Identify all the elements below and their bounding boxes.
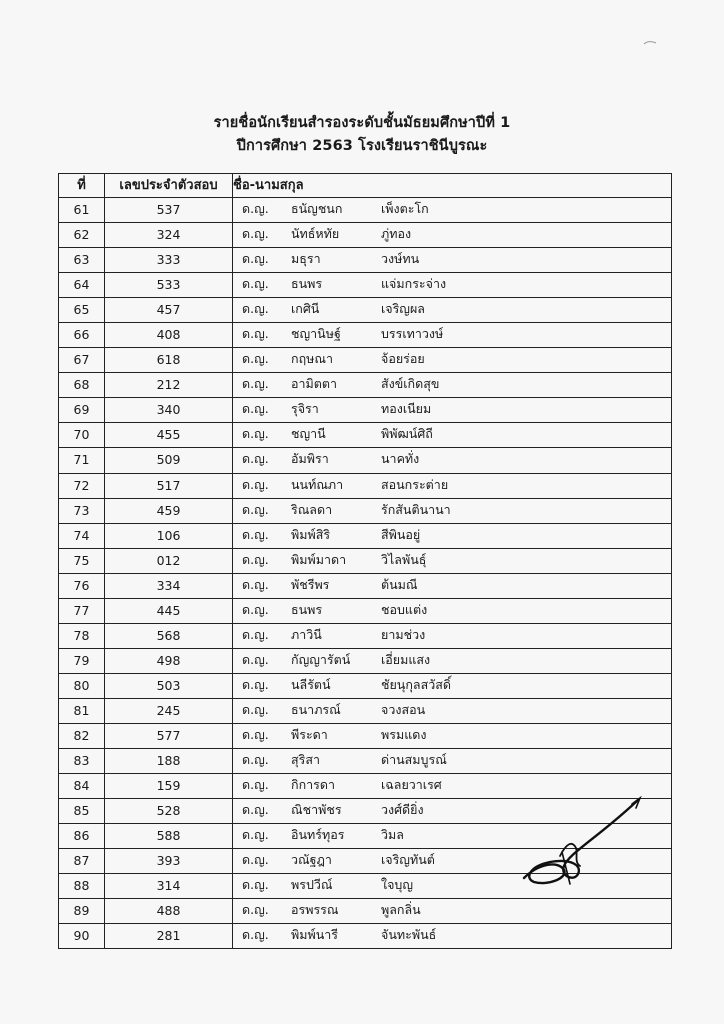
row-number: 66 bbox=[59, 323, 105, 348]
table-row bbox=[59, 423, 672, 448]
first-name: กิการดา bbox=[291, 777, 336, 793]
table-row bbox=[59, 223, 672, 248]
first-name: นัทธ์หทัย bbox=[291, 226, 340, 242]
first-name: อัมพิรา bbox=[291, 451, 329, 467]
handwritten-signature bbox=[520, 796, 680, 896]
exam-id: 408 bbox=[105, 323, 233, 348]
last-name: ยามช่วง bbox=[381, 626, 426, 642]
table-row bbox=[59, 498, 672, 523]
table-row bbox=[59, 548, 672, 573]
last-name: จันทะพันธ์ bbox=[381, 927, 437, 943]
row-number: 69 bbox=[59, 398, 105, 423]
row-number: 61 bbox=[59, 198, 105, 223]
exam-id: 503 bbox=[105, 673, 233, 698]
exam-id: 012 bbox=[105, 548, 233, 573]
row-number: 70 bbox=[59, 423, 105, 448]
last-name: เพ็งตะโก bbox=[381, 201, 429, 216]
last-name: วิไลพันธุ์ bbox=[381, 551, 427, 567]
first-name: ริณลดา bbox=[291, 501, 333, 517]
first-name: กฤษณา bbox=[291, 351, 333, 367]
row-number: 84 bbox=[59, 774, 105, 799]
table-row bbox=[59, 648, 672, 673]
last-name: ทองเนียม bbox=[381, 401, 432, 417]
student-name-cell bbox=[233, 648, 672, 673]
first-name: พิมพ์สิริ bbox=[291, 526, 331, 542]
row-number: 79 bbox=[59, 648, 105, 673]
last-name: แจ่มกระจ่าง bbox=[381, 276, 447, 292]
scan-speck bbox=[643, 40, 657, 46]
name-prefix: ด.ญ. bbox=[242, 251, 269, 267]
row-number: 83 bbox=[59, 749, 105, 774]
exam-id: 245 bbox=[105, 698, 233, 723]
row-number: 63 bbox=[59, 248, 105, 273]
last-name: พูลกลิ่น bbox=[381, 902, 421, 918]
name-prefix: ด.ญ. bbox=[242, 601, 269, 617]
last-name: ภู่ทอง bbox=[381, 226, 412, 242]
last-name: วงศ์ดียิ่ง bbox=[381, 802, 424, 818]
exam-id: 618 bbox=[105, 348, 233, 373]
last-name: บรรเทาวงษ์ bbox=[381, 326, 444, 342]
row-number: 76 bbox=[59, 573, 105, 598]
last-name: ด่านสมบูรณ์ bbox=[381, 752, 447, 768]
name-prefix: ด.ญ. bbox=[242, 852, 269, 868]
exam-id: 334 bbox=[105, 573, 233, 598]
exam-id: 568 bbox=[105, 623, 233, 648]
exam-id: 445 bbox=[105, 598, 233, 623]
exam-id: 588 bbox=[105, 824, 233, 849]
exam-id: 393 bbox=[105, 849, 233, 874]
first-name: พีระดา bbox=[291, 726, 328, 742]
exam-id: 537 bbox=[105, 198, 233, 223]
student-name-cell bbox=[233, 398, 672, 423]
table-row bbox=[59, 598, 672, 623]
last-name: จ้อยร่อย bbox=[381, 351, 425, 367]
student-name-cell bbox=[233, 698, 672, 723]
last-name: ใจบุญ bbox=[381, 877, 414, 893]
document-subtitle: ปีการศึกษา 2563 โรงเรียนราชินีบูรณะ bbox=[236, 138, 488, 154]
name-prefix: ด.ญ. bbox=[242, 326, 269, 342]
first-name: ชญานิษฐ์ bbox=[291, 326, 341, 342]
name-prefix: ด.ญ. bbox=[242, 201, 269, 216]
exam-id: 455 bbox=[105, 423, 233, 448]
table-row bbox=[59, 273, 672, 298]
row-number: 74 bbox=[59, 523, 105, 548]
table-row bbox=[59, 198, 672, 223]
last-name: วงษ์ทน bbox=[381, 251, 420, 267]
table-row bbox=[59, 673, 672, 698]
row-number: 90 bbox=[59, 924, 105, 949]
first-name: ภาวินี bbox=[291, 626, 322, 642]
first-name: อามิตตา bbox=[291, 376, 338, 392]
student-name-cell bbox=[233, 298, 672, 323]
row-number: 87 bbox=[59, 849, 105, 874]
student-name-cell bbox=[233, 573, 672, 598]
table-row bbox=[59, 248, 672, 273]
row-number: 89 bbox=[59, 899, 105, 924]
first-name: นนท์ณภา bbox=[291, 476, 344, 492]
row-number: 67 bbox=[59, 348, 105, 373]
first-name: ธนพร bbox=[291, 601, 323, 617]
first-name: อรพรรณ bbox=[291, 902, 339, 918]
name-prefix: ด.ญ. bbox=[242, 501, 269, 517]
row-number: 73 bbox=[59, 498, 105, 523]
first-name: พิมพ์นารี bbox=[291, 927, 338, 943]
exam-id: 314 bbox=[105, 874, 233, 899]
exam-id: 459 bbox=[105, 498, 233, 523]
exam-id: 517 bbox=[105, 473, 233, 498]
last-name: พรมแดง bbox=[381, 726, 427, 742]
last-name: เจริญทันต์ bbox=[381, 852, 435, 868]
exam-id: 212 bbox=[105, 373, 233, 398]
row-number: 82 bbox=[59, 723, 105, 748]
exam-id: 340 bbox=[105, 398, 233, 423]
row-number: 62 bbox=[59, 223, 105, 248]
first-name: กัญญารัตน์ bbox=[291, 651, 351, 667]
exam-id: 498 bbox=[105, 648, 233, 673]
exam-id: 509 bbox=[105, 448, 233, 473]
last-name: ต้นมณี bbox=[381, 576, 418, 592]
table-row bbox=[59, 373, 672, 398]
name-prefix: ด.ญ. bbox=[242, 726, 269, 742]
exam-id: 457 bbox=[105, 298, 233, 323]
name-prefix: ด.ญ. bbox=[242, 927, 269, 943]
table-row bbox=[59, 899, 672, 924]
first-name: ณิชาพัชร bbox=[291, 802, 342, 818]
first-name: ชญานี bbox=[291, 426, 326, 442]
name-prefix: ด.ญ. bbox=[242, 902, 269, 918]
last-name: นาคทั่ง bbox=[381, 451, 420, 467]
student-name-cell bbox=[233, 248, 672, 273]
student-name-cell bbox=[233, 523, 672, 548]
table-row bbox=[59, 623, 672, 648]
table-row bbox=[59, 749, 672, 774]
name-prefix: ด.ญ. bbox=[242, 752, 269, 768]
student-name-cell bbox=[233, 899, 672, 924]
student-name-cell bbox=[233, 723, 672, 748]
exam-id: 488 bbox=[105, 899, 233, 924]
student-name-cell bbox=[233, 448, 672, 473]
student-name-cell bbox=[233, 749, 672, 774]
first-name: เกศินี bbox=[291, 301, 320, 317]
row-number: 75 bbox=[59, 548, 105, 573]
last-name: สีพินอยู่ bbox=[381, 526, 421, 542]
first-name: รุจิรา bbox=[291, 401, 319, 417]
row-number: 68 bbox=[59, 373, 105, 398]
name-prefix: ด.ญ. bbox=[242, 802, 269, 818]
name-prefix: ด.ญ. bbox=[242, 301, 269, 317]
exam-id: 159 bbox=[105, 774, 233, 799]
last-name: เอี่ยมแสง bbox=[381, 651, 431, 667]
student-name-cell bbox=[233, 924, 672, 949]
name-prefix: ด.ญ. bbox=[242, 777, 269, 793]
student-name-cell bbox=[233, 273, 672, 298]
name-prefix: ด.ญ. bbox=[242, 626, 269, 642]
first-name: ธนัญชนก bbox=[291, 201, 343, 216]
document-title: รายชื่อนักเรียนสำรองระดับชั้นมัธยมศึกษาปีที่ 1 bbox=[213, 115, 511, 131]
name-prefix: ด.ญ. bbox=[242, 351, 269, 367]
first-name: มธุรา bbox=[291, 251, 321, 267]
first-name: พิมพ์มาดา bbox=[291, 551, 347, 567]
student-name-cell bbox=[233, 548, 672, 573]
first-name: พรปวีณ์ bbox=[291, 877, 333, 893]
name-prefix: ด.ญ. bbox=[242, 877, 269, 893]
student-name-cell bbox=[233, 673, 672, 698]
exam-id: 324 bbox=[105, 223, 233, 248]
name-prefix: ด.ญ. bbox=[242, 376, 269, 392]
first-name: สุริสา bbox=[291, 752, 320, 768]
table-row bbox=[59, 398, 672, 423]
last-name: สังข์เกิดสุข bbox=[381, 376, 440, 392]
first-name: วณัฐฎา bbox=[291, 852, 332, 868]
student-name-cell bbox=[233, 348, 672, 373]
student-name-cell bbox=[233, 223, 672, 248]
name-prefix: ด.ญ. bbox=[242, 276, 269, 292]
table-row bbox=[59, 323, 672, 348]
student-name-cell bbox=[233, 198, 672, 223]
last-name: เฉลยวาเรศ bbox=[381, 777, 442, 793]
table-row bbox=[59, 523, 672, 548]
row-number: 78 bbox=[59, 623, 105, 648]
exam-id: 533 bbox=[105, 273, 233, 298]
name-prefix: ด.ญ. bbox=[242, 426, 269, 442]
first-name: นลีรัตน์ bbox=[291, 676, 331, 692]
last-name: สอนกระต่าย bbox=[381, 476, 449, 492]
student-name-cell bbox=[233, 774, 672, 799]
student-name-cell bbox=[233, 498, 672, 523]
exam-id: 528 bbox=[105, 799, 233, 824]
first-name: ธนาภรณ์ bbox=[291, 701, 341, 717]
first-name: พัชรีพร bbox=[291, 576, 330, 592]
student-name-cell bbox=[233, 423, 672, 448]
exam-id: 333 bbox=[105, 248, 233, 273]
row-number: 65 bbox=[59, 298, 105, 323]
name-prefix: ด.ญ. bbox=[242, 701, 269, 717]
last-name: จวงสอน bbox=[381, 701, 426, 717]
first-name: อินทร์ทุอร bbox=[291, 827, 345, 843]
table-row bbox=[59, 698, 672, 723]
row-number: 80 bbox=[59, 673, 105, 698]
name-prefix: ด.ญ. bbox=[242, 526, 269, 542]
name-prefix: ด.ญ. bbox=[242, 827, 269, 843]
student-name-cell bbox=[233, 373, 672, 398]
row-number: 71 bbox=[59, 448, 105, 473]
row-number: 81 bbox=[59, 698, 105, 723]
row-number: 64 bbox=[59, 273, 105, 298]
last-name: รักสันตินานา bbox=[381, 501, 451, 517]
column-header-full-name: ชื่อ-นามสกุล bbox=[233, 174, 672, 198]
column-header-exam-id: เลขประจำตัวสอบ bbox=[105, 174, 233, 198]
row-number: 72 bbox=[59, 473, 105, 498]
last-name: ชัยนุกุลสวัสดิ์ bbox=[381, 676, 451, 692]
table-row bbox=[59, 573, 672, 598]
table-row bbox=[59, 774, 672, 799]
last-name: ชอบแต่ง bbox=[381, 601, 428, 617]
exam-id: 577 bbox=[105, 723, 233, 748]
name-prefix: ด.ญ. bbox=[242, 576, 269, 592]
row-number: 85 bbox=[59, 799, 105, 824]
name-prefix: ด.ญ. bbox=[242, 676, 269, 692]
table-row bbox=[59, 723, 672, 748]
name-prefix: ด.ญ. bbox=[242, 401, 269, 417]
name-prefix: ด.ญ. bbox=[242, 651, 269, 667]
last-name: พิพัฒน์ศิถี bbox=[381, 426, 433, 442]
exam-id: 106 bbox=[105, 523, 233, 548]
row-number: 86 bbox=[59, 824, 105, 849]
student-name-cell bbox=[233, 473, 672, 498]
name-prefix: ด.ญ. bbox=[242, 476, 269, 492]
first-name: ธนพร bbox=[291, 276, 323, 292]
name-prefix: ด.ญ. bbox=[242, 226, 269, 242]
table-row bbox=[59, 473, 672, 498]
student-name-cell bbox=[233, 598, 672, 623]
table-header-row bbox=[59, 174, 672, 198]
column-header-number: ที่ bbox=[59, 174, 105, 198]
student-name-cell bbox=[233, 323, 672, 348]
last-name: เจริญผล bbox=[381, 301, 425, 317]
row-number: 77 bbox=[59, 598, 105, 623]
table-row bbox=[59, 448, 672, 473]
table-row bbox=[59, 924, 672, 949]
row-number: 88 bbox=[59, 874, 105, 899]
table-row bbox=[59, 298, 672, 323]
name-prefix: ด.ญ. bbox=[242, 551, 269, 567]
name-prefix: ด.ญ. bbox=[242, 451, 269, 467]
exam-id: 281 bbox=[105, 924, 233, 949]
last-name: วิมล bbox=[381, 827, 404, 843]
student-name-cell bbox=[233, 623, 672, 648]
exam-id: 188 bbox=[105, 749, 233, 774]
table-row bbox=[59, 348, 672, 373]
